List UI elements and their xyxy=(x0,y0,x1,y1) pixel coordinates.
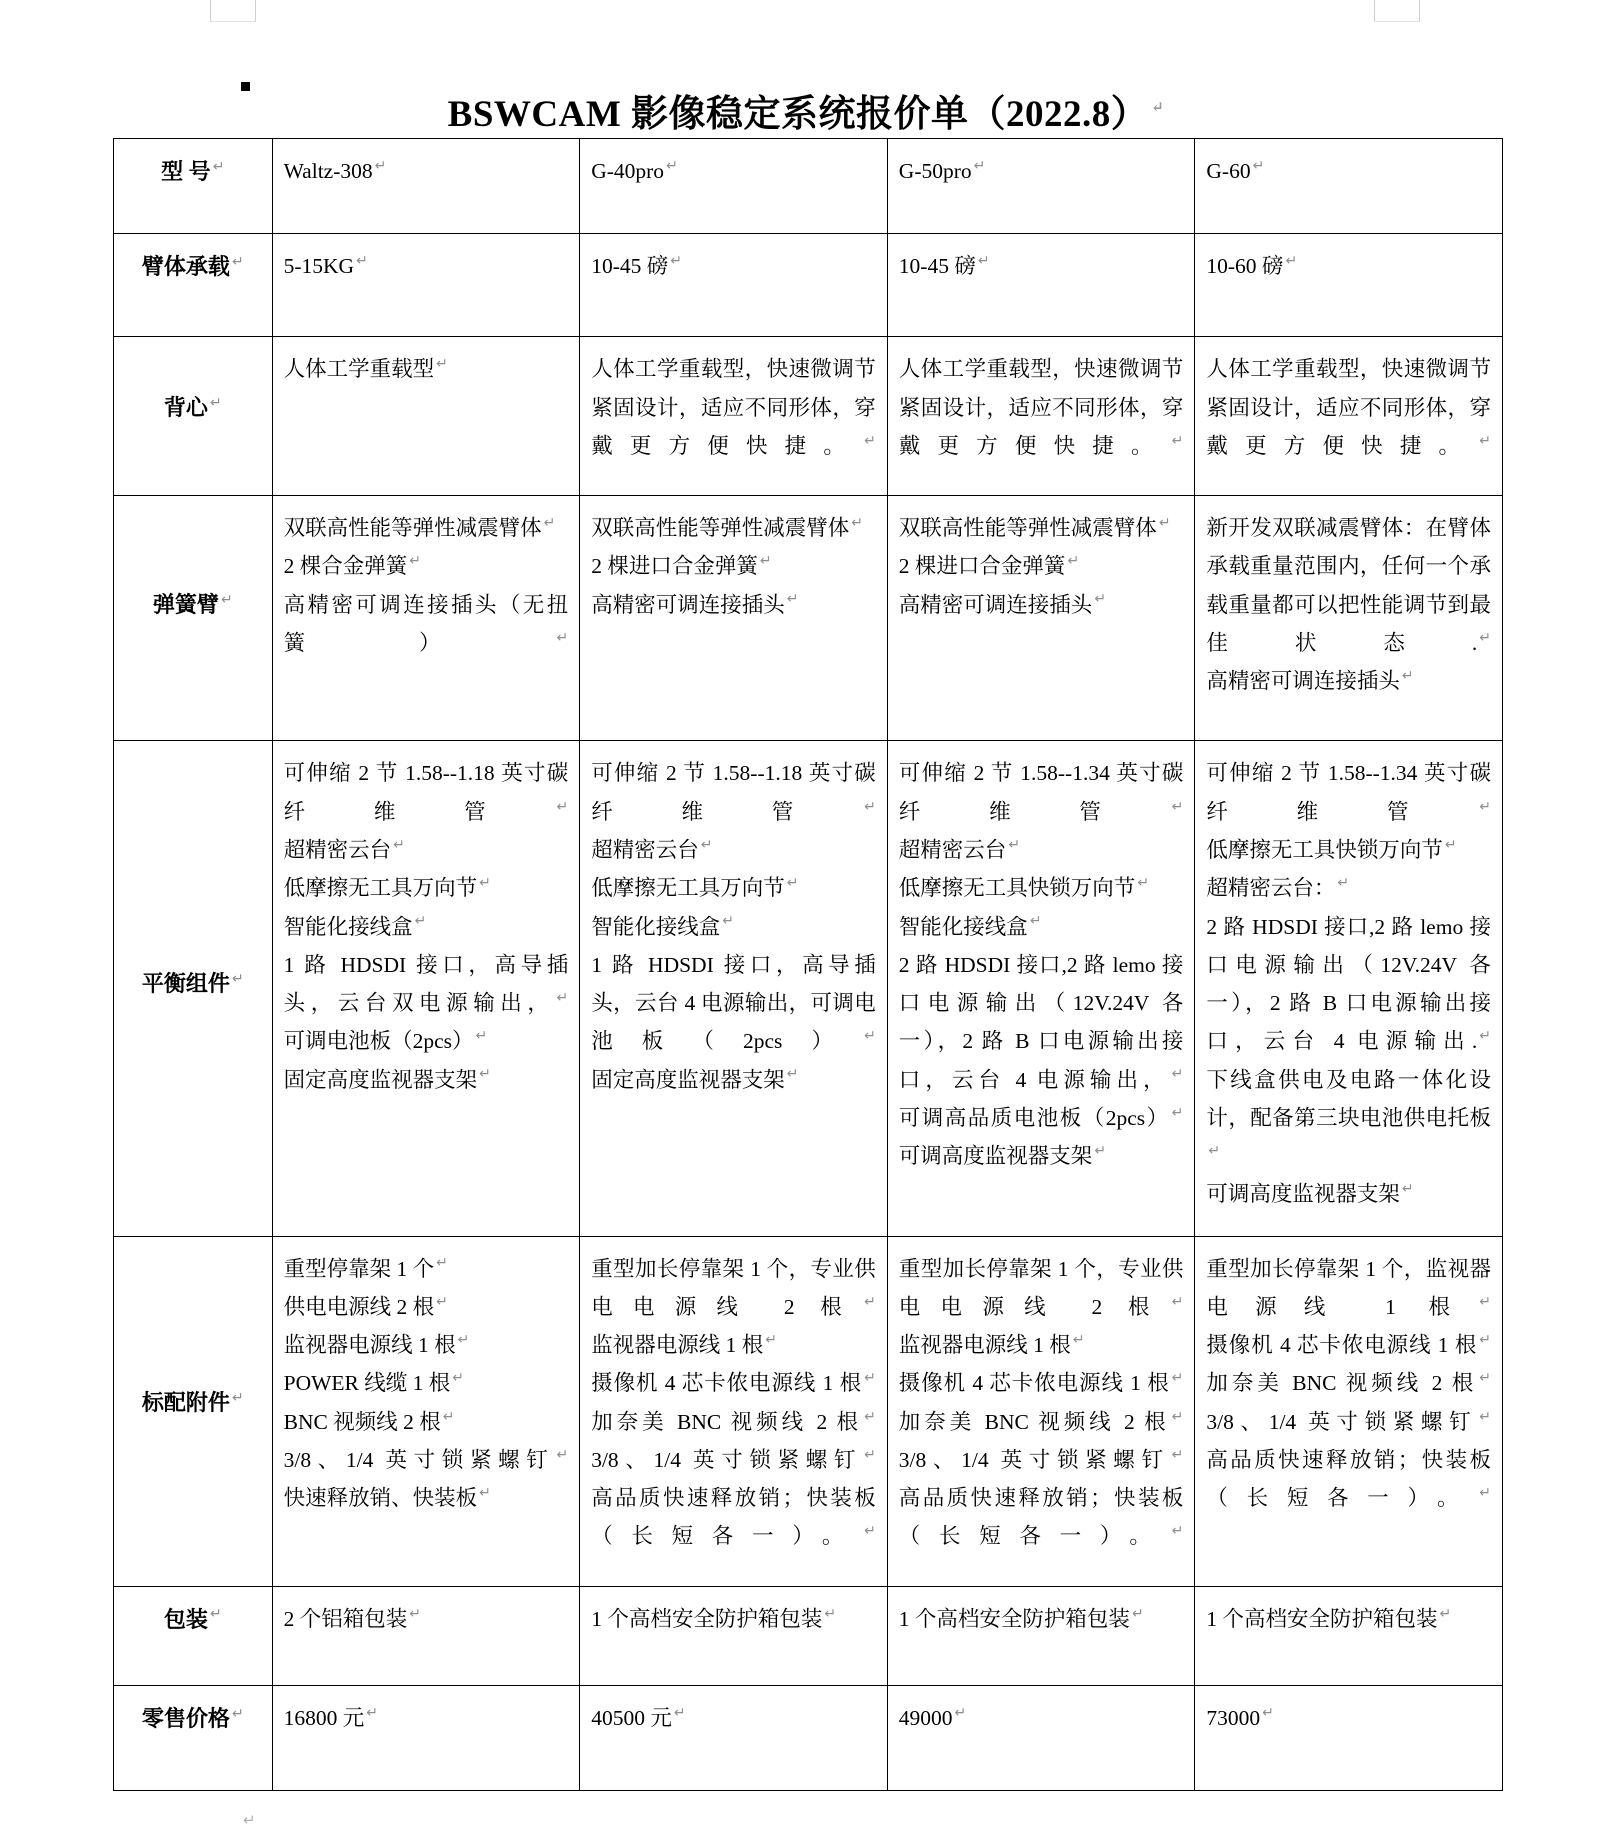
cell-line: 低摩擦无工具万向节 ↵ xyxy=(591,874,799,901)
pilcrow-icon: ↵ xyxy=(393,835,405,852)
cell-content xyxy=(1206,509,1491,700)
pilcrow-icon: ↵ xyxy=(759,552,772,569)
pilcrow-icon: ↵ xyxy=(1439,1604,1452,1621)
pilcrow-icon: ↵ xyxy=(864,1522,876,1539)
table-row xyxy=(114,496,1503,741)
cell-line: 人体工学重载型 ↵ xyxy=(283,355,448,382)
cell-line: 1 个高档安全防护箱包装 ↵ xyxy=(591,1604,837,1631)
pilcrow-icon: ↵ xyxy=(409,1604,421,1621)
pilcrow-icon: ↵ xyxy=(864,1407,876,1424)
table-cell xyxy=(1195,496,1503,741)
cell-line: 双联高性能等弹性减震臂体 ↵ xyxy=(898,513,1171,541)
pilcrow-icon: ↵ xyxy=(666,156,678,173)
pilcrow-icon: ↵ xyxy=(1171,1522,1184,1539)
cell-content xyxy=(591,1250,876,1556)
cell-line: 低摩擦无工具快锁万向节 ↵ xyxy=(1206,835,1457,862)
cell-line: 可调高度监视器支架 ↵ xyxy=(898,1141,1107,1169)
cell-line: 1 路 HDSDI 接口，高导插头，云台 4 电源输出，可调电池板（2pcs） ↵ xyxy=(591,952,876,1054)
pilcrow-icon: ↵ xyxy=(1171,1407,1184,1424)
pilcrow-icon: ↵ xyxy=(824,1604,837,1621)
table-cell xyxy=(887,337,1195,496)
cell-line: 2 个铝箱包装 ↵ xyxy=(283,1604,421,1631)
table-cell xyxy=(272,1685,580,1790)
pilcrow-icon: ↵ xyxy=(475,1027,488,1044)
pilcrow-icon: ↵ xyxy=(209,393,222,410)
pilcrow-icon: ↵ xyxy=(457,1331,470,1347)
pilcrow-icon: ↵ xyxy=(673,1703,686,1720)
table-cell xyxy=(1195,1236,1503,1586)
table-cell xyxy=(272,139,580,234)
pilcrow-icon: ↵ xyxy=(1479,431,1491,448)
pilcrow-icon: ↵ xyxy=(1479,1292,1491,1309)
pilcrow-icon: ↵ xyxy=(452,1369,464,1386)
cell-line: 重型加长停靠架 1 个，专业供电电源线 2 根 ↵ xyxy=(591,1256,876,1319)
cell-content xyxy=(284,1250,569,1518)
table-cell xyxy=(1195,1586,1503,1685)
cell-line: 3/8、1/4 英寸锁紧螺钉 ↵ xyxy=(591,1445,876,1472)
pilcrow-icon: ↵ xyxy=(374,156,387,173)
pilcrow-icon: ↵ xyxy=(220,590,233,607)
cell-content xyxy=(1206,247,1491,285)
cell-line: 高精密可调连接插头 ↵ xyxy=(591,590,799,617)
cell-line: 10-45 磅 ↵ xyxy=(591,252,682,279)
cell-line: 1 个高档安全防护箱包装 ↵ xyxy=(1206,1604,1452,1631)
cell-line: 供电电源线 2 根 ↵ xyxy=(283,1292,448,1319)
pilcrow-icon: ↵ xyxy=(556,797,569,814)
pilcrow-icon: ↵ xyxy=(231,1704,244,1721)
pilcrow-icon: ↵ xyxy=(1208,1141,1221,1158)
pilcrow-icon: ↵ xyxy=(1479,1407,1491,1424)
cell-content xyxy=(284,754,569,1098)
cell-line: 人体工学重载型，快速微调节紧固设计，适应不同形体，穿戴更方便快捷。 ↵ xyxy=(898,357,1184,458)
pilcrow-icon: ↵ xyxy=(1072,1331,1085,1347)
cell-line: 可伸缩 2 节 1.58--1.18 英寸碳纤维管 ↵ xyxy=(283,761,569,824)
table-cell xyxy=(1195,139,1503,234)
cell-line: 可伸缩 2 节 1.58--1.34 英寸碳纤维管 ↵ xyxy=(898,761,1184,824)
row-label: 零售价格 ↵ xyxy=(114,1685,273,1790)
title-area xyxy=(0,0,1612,135)
table-cell xyxy=(887,1685,1195,1790)
cell-line: 10-45 磅 ↵ xyxy=(898,252,990,279)
table-cell xyxy=(272,337,580,496)
pilcrow-icon: ↵ xyxy=(1401,667,1414,684)
pilcrow-icon: ↵ xyxy=(543,513,556,530)
pilcrow-icon: ↵ xyxy=(1444,835,1457,852)
cell-line: 加奈美 BNC 视频线 2 根 ↵ xyxy=(1206,1369,1491,1396)
cell-content xyxy=(1206,1699,1491,1737)
pilcrow-icon: ↵ xyxy=(1479,628,1491,645)
pilcrow-icon: ↵ xyxy=(231,970,244,987)
cell-content xyxy=(284,152,569,190)
cell-content xyxy=(1206,1250,1491,1518)
cell-line: 3/8、1/4 英寸锁紧螺钉 ↵ xyxy=(1206,1407,1491,1434)
cell-content xyxy=(899,1600,1184,1638)
cell-line: 人体工学重载型，快速微调节紧固设计，适应不同形体，穿戴更方便快捷。 ↵ xyxy=(591,357,876,458)
pilcrow-icon: ↵ xyxy=(722,912,734,929)
pilcrow-icon: ↵ xyxy=(864,1445,876,1462)
cell-line: BNC 视频线 2 根 ↵ xyxy=(283,1407,455,1434)
cell-line: 超精密云台 ↵ xyxy=(898,835,1021,862)
pilcrow-icon: ↵ xyxy=(212,157,225,174)
cell-line: 监视器电源线 1 根 ↵ xyxy=(898,1331,1085,1358)
cell-line: 2 路 HDSDI 接口,2 路 lemo 接口电源输出（12V.24V 各一），2 路 B 口电源输出接口，云台 4 电源输出， ↵ xyxy=(898,952,1184,1092)
cell-content xyxy=(591,1699,876,1737)
table-cell xyxy=(580,139,888,234)
pilcrow-icon: ↵ xyxy=(1171,1065,1184,1082)
cell-line: 2 棵进口合金弹簧 ↵ xyxy=(898,552,1080,579)
cell-line: POWER 线缆 1 根 ↵ xyxy=(283,1369,464,1396)
cell-content xyxy=(591,509,876,624)
table-cell xyxy=(580,337,888,496)
cell-content xyxy=(284,1699,569,1737)
pilcrow-icon: ↵ xyxy=(1137,874,1150,891)
cell-line: 低摩擦无工具快锁万向节 ↵ xyxy=(898,874,1150,901)
cell-line: 智能化接线盒 ↵ xyxy=(591,912,734,939)
table-cell xyxy=(580,741,888,1236)
cell-line: 加奈美 BNC 视频线 2 根 ↵ xyxy=(898,1407,1184,1434)
cell-line: 重型加长停靠架 1 个，监视器电源线 1 根 ↵ xyxy=(1206,1256,1491,1319)
row-label: 型 号 ↵ xyxy=(114,139,273,234)
cell-line: 2 棵进口合金弹簧 ↵ xyxy=(591,552,772,579)
table-cell xyxy=(887,139,1195,234)
cell-line: 超精密云台： ↵ xyxy=(1206,874,1350,901)
pilcrow-icon: ↵ xyxy=(954,1703,967,1720)
cell-content xyxy=(591,1600,876,1638)
cell-line: 低摩擦无工具万向节 ↵ xyxy=(283,874,491,901)
pilcrow-icon: ↵ xyxy=(1151,100,1165,117)
cell-line: 高精密可调连接插头（无扭簧） ↵ xyxy=(283,592,569,655)
cell-content xyxy=(899,152,1184,190)
cell-line: 73000 ↵ xyxy=(1206,1703,1274,1730)
cell-line: 监视器电源线 1 根 ↵ xyxy=(591,1331,777,1358)
pilcrow-icon: ↵ xyxy=(864,1292,876,1309)
table-cell xyxy=(887,234,1195,337)
cell-content xyxy=(591,754,876,1098)
cell-line: 5-15KG ↵ xyxy=(283,252,368,279)
pilcrow-icon: ↵ xyxy=(556,628,569,645)
pilcrow-icon: ↵ xyxy=(1094,590,1107,607)
cell-content xyxy=(284,350,569,388)
pilcrow-icon: ↵ xyxy=(1401,1180,1414,1197)
table-row xyxy=(114,234,1503,337)
table-header-row xyxy=(114,139,1503,234)
cell-line: Waltz-308 ↵ xyxy=(283,156,387,183)
cell-line: 1 路 HDSDI 接口，高导插头，云台双电源输出， ↵ xyxy=(283,952,569,1016)
pilcrow-icon: ↵ xyxy=(1094,1141,1107,1158)
pilcrow-icon: ↵ xyxy=(851,513,863,530)
pilcrow-icon: ↵ xyxy=(1479,797,1491,814)
pilcrow-icon: ↵ xyxy=(700,835,713,852)
cell-line: 摄像机 4 芯卡侬电源线 1 根 ↵ xyxy=(898,1369,1184,1396)
pilcrow-icon: ↵ xyxy=(864,1369,876,1386)
pilcrow-icon: ↵ xyxy=(864,797,876,814)
pilcrow-icon: ↵ xyxy=(209,1605,222,1622)
table-row xyxy=(114,1685,1503,1790)
pilcrow-icon: ↵ xyxy=(1171,797,1184,814)
cell-content xyxy=(1206,754,1491,1213)
cell-line: 固定高度监视器支架 ↵ xyxy=(283,1065,491,1092)
table-cell xyxy=(272,234,580,337)
cell-line: 监视器电源线 1 根 ↵ xyxy=(283,1331,470,1358)
pilcrow-icon: ↵ xyxy=(556,988,569,1005)
cell-line: 摄像机 4 芯卡侬电源线 1 根 ↵ xyxy=(591,1369,876,1396)
pilcrow-icon: ↵ xyxy=(1252,156,1265,173)
table-cell xyxy=(887,741,1195,1236)
pilcrow-icon: ↵ xyxy=(1171,1103,1184,1120)
cell-line: 10-60 磅 ↵ xyxy=(1206,252,1298,279)
table-cell xyxy=(1195,234,1503,337)
cell-line: 固定高度监视器支架 ↵ xyxy=(591,1065,799,1092)
cell-line: 2 棵合金弹簧 ↵ xyxy=(283,552,421,579)
pilcrow-icon: ↵ xyxy=(1171,1369,1184,1386)
cell-line: 高精密可调连接插头 ↵ xyxy=(1206,667,1414,694)
cell-line: 高品质快速释放销；快装板（长短各一）。 ↵ xyxy=(898,1486,1184,1549)
row-label: 弹簧臂 ↵ xyxy=(114,496,273,741)
pilcrow-icon: ↵ xyxy=(479,1484,491,1501)
cell-line: 加奈美 BNC 视频线 2 根 ↵ xyxy=(591,1407,876,1434)
cell-line: 高精密可调连接插头 ↵ xyxy=(898,590,1107,617)
cell-line: 可调高度监视器支架 ↵ xyxy=(1206,1180,1414,1207)
cell-line: 可调高品质电池板（2pcs） ↵ xyxy=(898,1103,1184,1130)
table-cell xyxy=(1195,337,1503,496)
pilcrow-icon: ↵ xyxy=(1479,1027,1491,1044)
cell-content xyxy=(899,509,1184,624)
pilcrow-icon: ↵ xyxy=(556,1445,569,1462)
pilcrow-icon: ↵ xyxy=(1285,252,1298,268)
cell-line: 可伸缩 2 节 1.58--1.34 英寸碳纤维管 ↵ xyxy=(1206,761,1491,824)
table-cell xyxy=(580,1685,888,1790)
cell-content xyxy=(899,754,1184,1175)
pilcrow-icon: ↵ xyxy=(436,355,448,372)
cell-line: 超精密云台 ↵ xyxy=(283,835,405,862)
cell-line: 可伸缩 2 节 1.58--1.18 英寸碳纤维管 ↵ xyxy=(591,761,876,824)
table-cell xyxy=(1195,1685,1503,1790)
row-label: 标配附件 ↵ xyxy=(114,1236,273,1586)
pilcrow-icon: ↵ xyxy=(1479,1484,1491,1501)
cell-content xyxy=(1206,1600,1491,1638)
pilcrow-icon: ↵ xyxy=(973,156,986,173)
table-cell xyxy=(1195,741,1503,1236)
pilcrow-icon: ↵ xyxy=(1171,1292,1184,1309)
pilcrow-icon: ↵ xyxy=(436,1292,448,1309)
table-row xyxy=(114,337,1503,496)
table-cell xyxy=(580,1586,888,1685)
cell-content xyxy=(591,247,876,285)
cell-line: 高品质快速释放销；快装板（长短各一）。 ↵ xyxy=(1206,1447,1491,1511)
cell-line: 40500 元 ↵ xyxy=(591,1703,686,1730)
cell-line: 双联高性能等弹性减震臂体 ↵ xyxy=(591,513,863,541)
cell-line: 快速释放销、快装板 ↵ xyxy=(283,1484,491,1511)
cell-line: 智能化接线盒 ↵ xyxy=(898,912,1042,939)
cell-content xyxy=(284,1600,569,1638)
cell-line: 49000 ↵ xyxy=(898,1703,967,1730)
table-cell xyxy=(580,234,888,337)
table-cell xyxy=(272,741,580,1236)
pilcrow-icon: ↵ xyxy=(864,431,876,448)
pilcrow-icon: ↵ xyxy=(1067,552,1080,569)
cell-content xyxy=(284,247,569,285)
cell-line: 3/8、1/4 英寸锁紧螺钉 ↵ xyxy=(283,1445,569,1472)
cell-content xyxy=(591,350,876,465)
pilcrow-icon: ↵ xyxy=(1171,1445,1184,1462)
table-cell xyxy=(272,496,580,741)
cell-line: 智能化接线盒 ↵ xyxy=(283,912,427,939)
table-cell xyxy=(887,1586,1195,1685)
pilcrow-icon: ↵ xyxy=(479,874,491,891)
row-label: 背心 ↵ xyxy=(114,337,273,496)
row-label: 臂体承载 ↵ xyxy=(114,234,273,337)
pilcrow-icon: ↵ xyxy=(786,590,799,607)
cell-content xyxy=(899,247,1184,285)
table-cell xyxy=(887,1236,1195,1586)
pilcrow-icon: ↵ xyxy=(1262,1703,1274,1720)
row-label: 包装 ↵ xyxy=(114,1586,273,1685)
table-row xyxy=(114,1586,1503,1685)
pilcrow-icon: ↵ xyxy=(366,1703,378,1720)
pilcrow-icon: ↵ xyxy=(1171,431,1184,448)
cell-line: G-60 ↵ xyxy=(1206,156,1265,183)
pilcrow-icon: ↵ xyxy=(1479,1331,1491,1347)
cell-content xyxy=(591,152,876,190)
table-cell xyxy=(580,496,888,741)
table-cell xyxy=(272,1586,580,1685)
table-cell xyxy=(272,1236,580,1586)
table-row xyxy=(114,741,1503,1236)
page-title xyxy=(0,83,1612,137)
cell-line: 人体工学重载型，快速微调节紧固设计，适应不同形体，穿戴更方便快捷。 ↵ xyxy=(1206,357,1491,458)
cell-line: 双联高性能等弹性减震臂体 ↵ xyxy=(283,513,556,541)
pilcrow-icon: ↵ xyxy=(1008,835,1021,852)
pilcrow-icon: ↵ xyxy=(442,1407,455,1424)
cell-line: 2 路 HDSDI 接口,2 路 lemo 接口电源输出（12V.24V 各一），2 路 B 口电源输出接口，云台 4 电源输出. ↵ xyxy=(1206,914,1491,1054)
pilcrow-icon: ↵ xyxy=(1158,513,1171,530)
pilcrow-icon: ↵ xyxy=(231,1388,244,1405)
cell-content xyxy=(284,509,569,662)
cell-line: G-50pro ↵ xyxy=(898,156,986,183)
pilcrow-icon: ↵ xyxy=(414,912,427,929)
cell-line: 新开发双联减震臂体：在臂体承载重量范围内，任何一个承载重量都可以把性能调节到最佳状态. ↵ xyxy=(1206,516,1491,655)
cell-line: 重型加长停靠架 1 个，专业供电电源线 2 根 ↵ xyxy=(898,1256,1184,1319)
cell-content xyxy=(899,1250,1184,1556)
cell-line: 下线盒供电及电路一体化设计，配备第三块电池供电托板↵ xyxy=(1206,1067,1491,1158)
pilcrow-icon: ↵ xyxy=(231,252,244,269)
pilcrow-icon: ↵ xyxy=(479,1065,491,1082)
cell-line: 16800 元 ↵ xyxy=(283,1703,378,1730)
spec-table xyxy=(113,138,1503,1791)
cell-line: G-40pro ↵ xyxy=(591,156,678,183)
page-title-text: BSWCAM 影像稳定系统报价单（2022.8） xyxy=(447,93,1149,135)
table-row xyxy=(114,1236,1503,1586)
cell-content xyxy=(1206,350,1491,465)
pilcrow-icon: ↵ xyxy=(1029,912,1042,929)
cell-line: 可调电池板（2pcs） ↵ xyxy=(283,1027,488,1054)
pilcrow-icon: ↵ xyxy=(765,1331,777,1347)
pilcrow-icon: ↵ xyxy=(864,1027,876,1044)
cell-content xyxy=(899,350,1184,465)
pilcrow-icon: ↵ xyxy=(1479,1369,1491,1386)
cell-line: 1 个高档安全防护箱包装 ↵ xyxy=(898,1604,1144,1631)
pilcrow-icon: ↵ xyxy=(786,1065,799,1082)
table-cell xyxy=(887,496,1195,741)
pilcrow-icon: ↵ xyxy=(409,552,421,569)
cell-line: 3/8、1/4 英寸锁紧螺钉 ↵ xyxy=(898,1445,1184,1472)
pilcrow-icon: ↵ xyxy=(1131,1604,1144,1621)
pilcrow-icon: ↵ xyxy=(1337,874,1350,891)
cell-line: 高品质快速释放销；快装板（长短各一）。 ↵ xyxy=(591,1486,876,1549)
pilcrow-icon: ↵ xyxy=(356,252,368,268)
cell-line: 摄像机 4 芯卡侬电源线 1 根 ↵ xyxy=(1206,1331,1491,1358)
cell-content xyxy=(1206,152,1491,190)
table-cell xyxy=(580,1236,888,1586)
cell-line: 重型停靠架 1 个 ↵ xyxy=(283,1254,448,1281)
pilcrow-icon: ↵ xyxy=(977,252,990,268)
pilcrow-icon: ↵ xyxy=(786,874,799,891)
cell-content xyxy=(899,1699,1184,1737)
pilcrow-icon: ↵ xyxy=(436,1254,448,1271)
cell-line: 超精密云台 ↵ xyxy=(591,835,713,862)
pilcrow-icon: ↵ xyxy=(670,252,682,268)
row-label: 平衡组件 ↵ xyxy=(114,741,273,1236)
footer-pilcrow-icon: ↵ xyxy=(243,1812,256,1829)
